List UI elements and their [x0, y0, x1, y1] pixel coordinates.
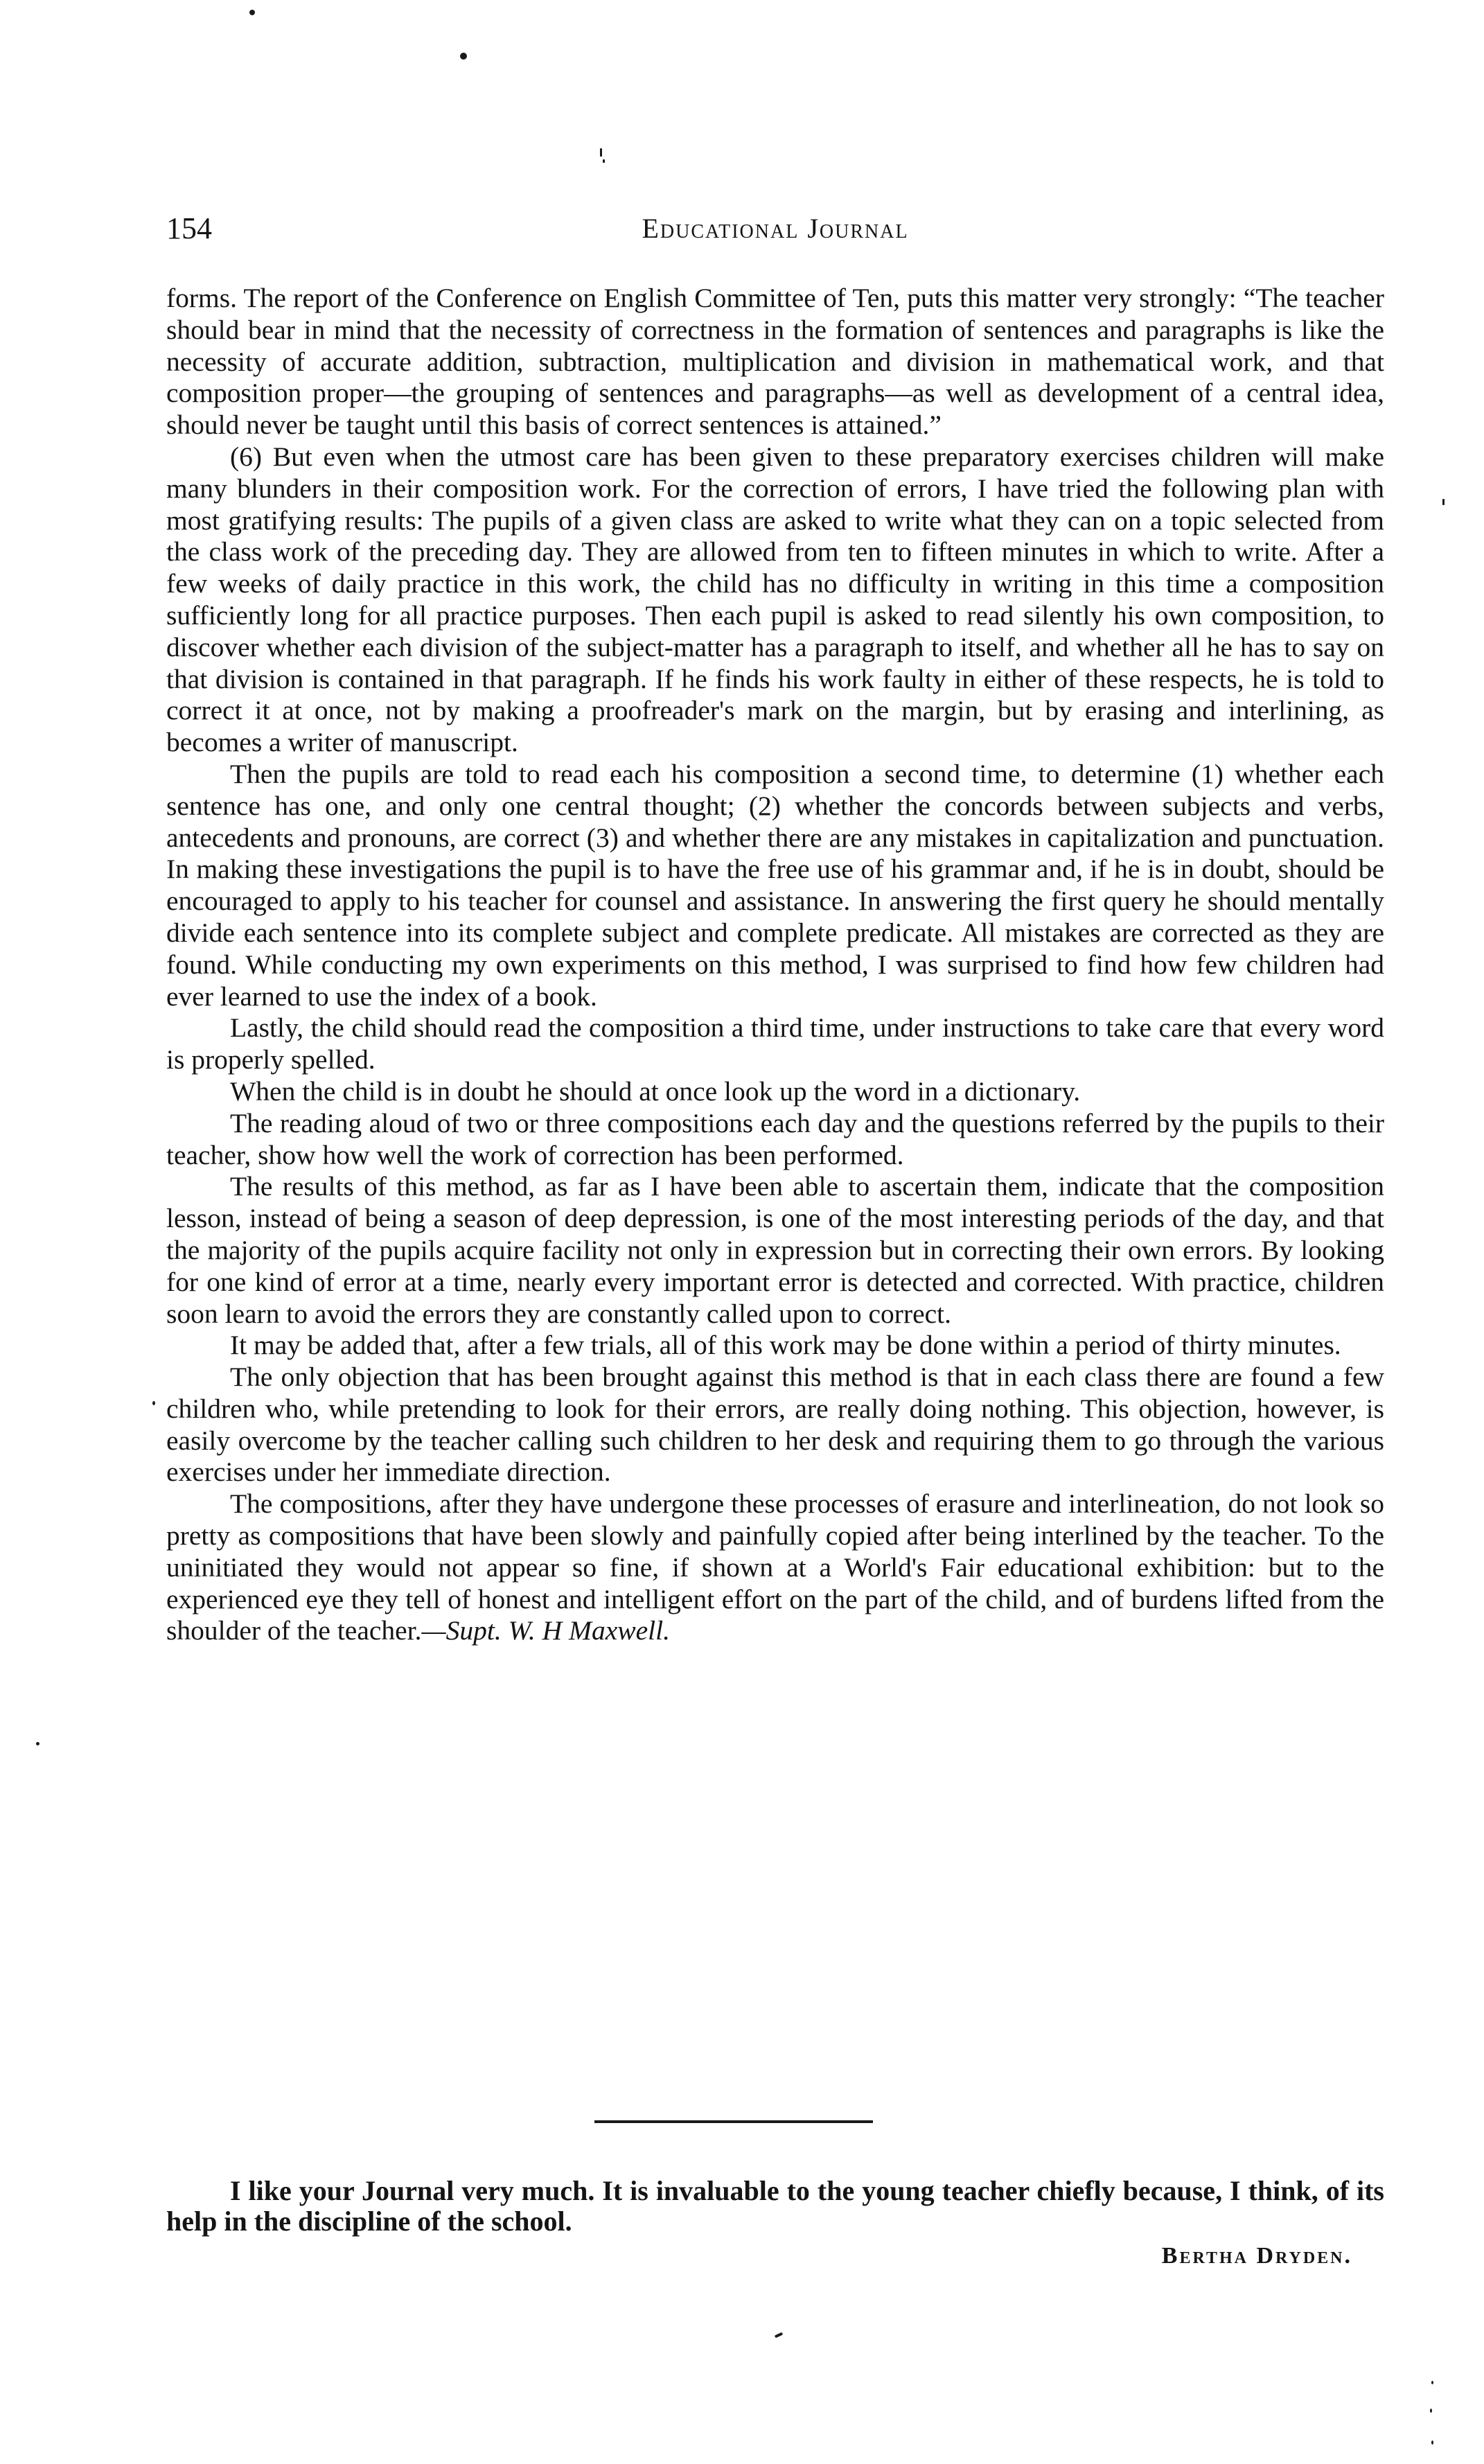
ink-speck: [152, 1401, 155, 1405]
article-attribution: —Supt. W. H Maxwell.: [421, 1615, 670, 1646]
paragraph: The reading aloud of two or three compositions each day and the questions referred by the pupils to their teacher, show how well the work of correction has been performed.: [166, 1107, 1384, 1170]
article-body: [166, 283, 1384, 1647]
paragraph: The only objection that has been brought against this method is that in each class there are found a few children who, while pretending to look for their errors, are really doing nothing. This objection, however, is easily overcome by the teacher calling such children to her desk and requiring them to go through the various exercises under her immediate direction.: [166, 1362, 1384, 1488]
ink-speck: [36, 1742, 39, 1745]
final-paragraph: [166, 1488, 1384, 1647]
final-paragraph-text: The compositions, after they have undergone these processes of erasure and interlineation, do not look so pretty as compositions that have been slowly and painfully copied after being interlined by the teacher. To the uninitiated they would not appear so fine, if shown at a World's Fair educational exhibition: but to the experienced eye they tell of honest and intelligent effort on the part of the child, and of burdens lifted from the shoulder of the teacher.: [166, 1488, 1384, 1646]
section-divider: [594, 2120, 873, 2123]
ink-speck: [775, 2332, 784, 2339]
letter-author: Bertha Dryden.: [1161, 2243, 1352, 2269]
reader-letter: [166, 2176, 1384, 2237]
ink-speck: [1431, 2440, 1433, 2445]
ink-speck: [460, 53, 467, 60]
paragraph: The results of this method, as far as I have been able to ascertain them, indicate that the composition lesson, instead of being a season of deep depression, is one of the most interesting periods of the day, and that the majority of the pupils acquire facility not only in expression but in correcting their own errors. By looking for one kind of error at a time, nearly every important error is detected and corrected. With practice, children soon learn to avoid the errors they are constantly called upon to correct.: [166, 1171, 1384, 1329]
ink-speck: [249, 10, 255, 15]
ink-speck: [1430, 2409, 1432, 2413]
paragraph: Lastly, the child should read the composition a third time, under instructions to take care that every word is properly spelled.: [166, 1012, 1384, 1075]
running-head: Educational Journal: [642, 213, 909, 244]
ink-speck: [1431, 2381, 1433, 2384]
ink-speck: [1442, 499, 1445, 505]
paragraph: forms. The report of the Conference on English Committee of Ten, puts this matter very strongly: “The teacher should bear in mind that the necessity of correctness in the formation of sentences and paragraphs is like the necessity of accurate addition, subtraction, multiplication and division in mathematical work, and that composition proper—the grouping of sentences and paragraphs—as well as development of a central idea, should never be taught until this basis of correct sentences is attained.”: [166, 283, 1384, 441]
paragraph: (6) But even when the utmost care has been given to these preparatory exercises children will make many blunders in their composition work. For the correction of errors, I have tried the following plan with most gratifying results: The pupils of a given class are asked to write what they can on a topic selected from the class work of the preceding day. They are allowed from ten to fifteen minutes in which to write. After a few weeks of daily practice in this work, the child has no difficulty in writing in this time a composition sufficiently long for all practice purposes. Then each pupil is asked to read silently his own composition, to discover whether each division of the subject-matter has a paragraph to itself, and whether all he has to say on that division is contained in that paragraph. If he finds his work faulty in either of these respects, he is told to correct it at once, not by making a proofreader's mark on the margin, but by erasing and interlining, as becomes a writer of manuscript.: [166, 441, 1384, 758]
ink-speck: [600, 148, 602, 157]
letter-text: I like your Journal very much. It is invaluable to the young teacher chiefly because, I think, of its help in the discipline of the school.: [166, 2175, 1384, 2237]
ink-speck: [603, 159, 605, 163]
page-number: 154: [166, 211, 212, 245]
paragraph: Then the pupils are told to read each his composition a second time, to determine (1) whether each sentence has one, and only one central thought; (2) whether the concords between subjects and verbs, antecedents and pronouns, are correct (3) and whether there are any mistakes in capitalization and punctuation. In making these investigations the pupil is to have the free use of his grammar and, if he is in doubt, should be encouraged to apply to his teacher for counsel and assistance. In answering the first query he should mentally divide each sentence into its complete subject and complete predicate. All mistakes are corrected as they are found. While conducting my own experiments on this method, I was surprised to find how few children had ever learned to use the index of a book.: [166, 758, 1384, 1012]
paragraph: When the child is in doubt he should at once look up the word in a dictionary.: [230, 1075, 1081, 1107]
page-header: [166, 208, 1384, 249]
paragraph: It may be added that, after a few trials, all of this work may be done within a period of thirty minutes.: [230, 1330, 1341, 1361]
